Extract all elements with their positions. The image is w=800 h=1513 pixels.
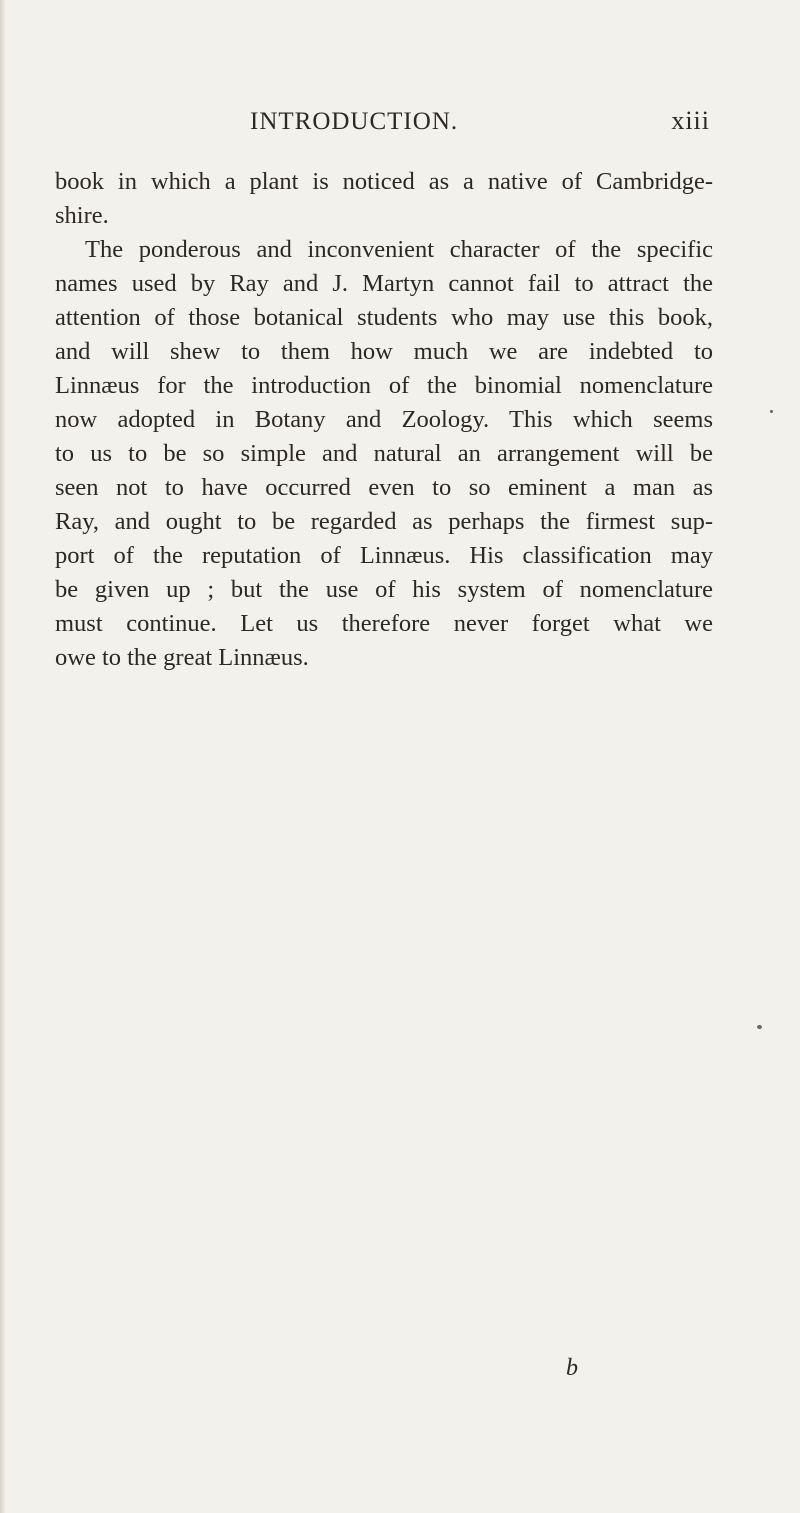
text-line: must continue. Let us therefore never forget what we <box>55 610 713 637</box>
text-line: names used by Ray and J. Martyn cannot fail to attract the <box>55 270 713 297</box>
text-line: Linnæus for the introduction of the binomial nomenclature <box>55 372 713 399</box>
binding-gutter <box>0 0 6 1513</box>
text-line: The ponderous and inconvenient character of the specific <box>85 236 713 263</box>
text-line: Ray, and ought to be regarded as perhaps the firmest sup- <box>55 508 713 535</box>
page-header <box>250 100 710 140</box>
body-text <box>55 165 713 675</box>
text-line: seen not to have occurred even to so eminent a man as <box>55 474 713 501</box>
text-line: now adopted in Botany and Zoology. This which seems <box>55 406 713 433</box>
paper-speck <box>757 1025 762 1029</box>
text-line: attention of those botanical students who may use this book, <box>55 304 713 331</box>
text-line: owe to the great Linnæus. <box>55 644 309 671</box>
running-head: INTRODUCTION. <box>250 108 459 135</box>
text-line: be given up ; but the use of his system of nomenclature <box>55 576 713 603</box>
text-line: and will shew to them how much we are indebted to <box>55 338 713 365</box>
signature-mark: b <box>566 1355 578 1381</box>
paper-speck <box>770 410 773 413</box>
text-line: to us to be so simple and natural an arrangement will be <box>55 440 713 467</box>
page-number: xiii <box>671 106 710 135</box>
text-line: port of the reputation of Linnæus. His classification may <box>55 542 713 569</box>
text-line: shire. <box>55 202 109 229</box>
text-line: book in which a plant is noticed as a native of Cambridge- <box>55 168 713 195</box>
